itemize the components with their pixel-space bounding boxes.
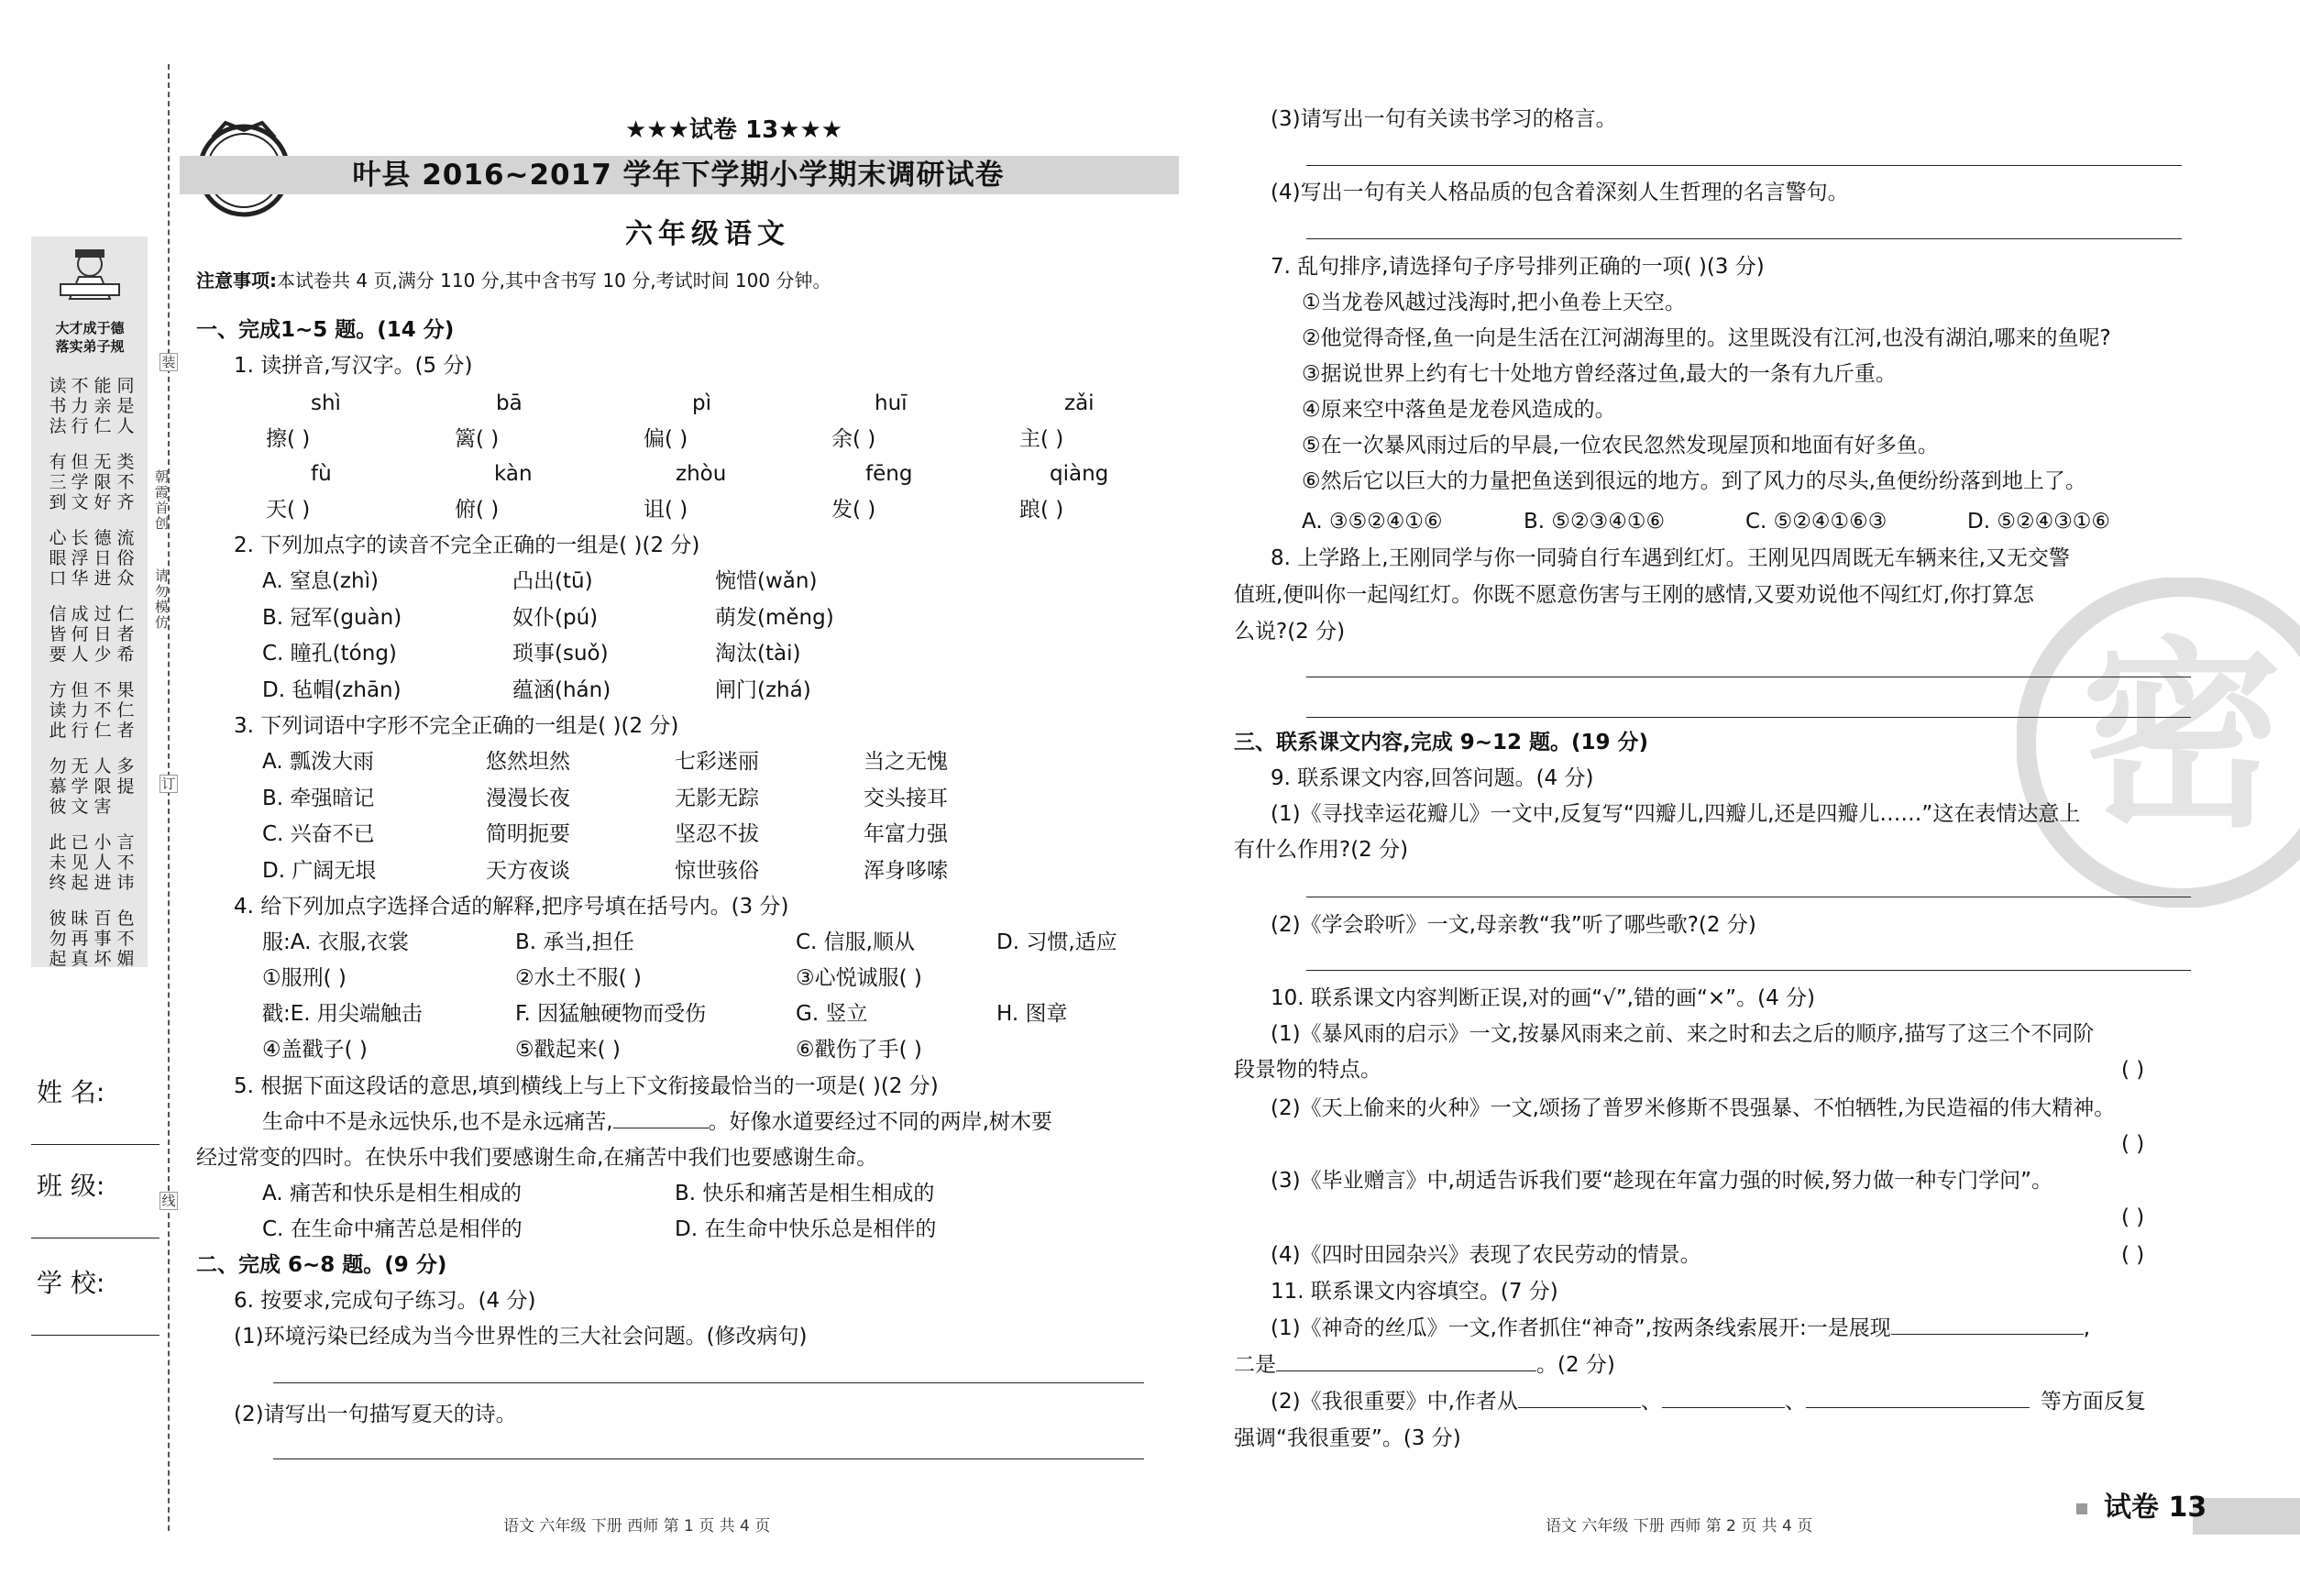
q3-option-item: 无影无踪: [675, 786, 759, 810]
proverb-char: 法: [49, 416, 67, 436]
binding-mark-2: 订: [160, 775, 178, 793]
q11-2-dunhao-1: 、: [1640, 1390, 1662, 1414]
proverb-char: 要: [49, 644, 67, 665]
q5-passage-a: 生命中不是永远快乐,也不是永远痛苦,: [262, 1110, 613, 1134]
proverb-column: [48, 452, 68, 512]
proverb-char: 无: [94, 452, 112, 472]
q1-pinyin-2: bā: [496, 391, 523, 415]
q5-option-a[interactable]: A. 痛苦和快乐是相生相成的: [262, 1182, 522, 1205]
proverb-char: 仁: [94, 721, 112, 741]
q11-2-line-1: [1271, 1386, 2146, 1417]
q1-pinyin-5: zǎi: [1064, 391, 1095, 415]
proverb-char: 书: [49, 396, 67, 416]
proverb-column: [48, 376, 68, 436]
proverb-char: 浮: [71, 548, 89, 568]
q2-option-item: 奴仆(pú): [512, 605, 599, 630]
proverb-column: [93, 680, 113, 741]
q11-2b: 等方面反复: [2040, 1390, 2146, 1414]
q7-sentence-5: ⑤在一次暴风雨过后的早晨,一位农民忽然发现屋顶和地面有好多鱼。: [1302, 434, 1939, 457]
proverb-column: [116, 376, 136, 436]
proverb-char: 害: [94, 797, 112, 817]
q9-1-line-2: 有什么作用?(2 分): [1234, 838, 1409, 862]
q10-4: (4)《四时田园杂兴》表现了农民劳动的情景。: [1271, 1243, 1701, 1267]
proverb-char: 到: [49, 492, 67, 512]
proverb-char: 齐: [116, 492, 135, 512]
q1-pinyin-9: fēng: [865, 462, 913, 486]
q1-pinyin-4: huī: [875, 391, 908, 415]
binding-mark-1: 装: [160, 353, 178, 371]
proverb-char: 多: [116, 756, 135, 776]
proverb-char: 者: [116, 721, 135, 741]
proverb-char: 限: [94, 776, 112, 797]
proverb-column: [93, 908, 113, 969]
proverb-char: 读: [49, 376, 67, 396]
q7-sentence-2: ②他觉得奇怪,鱼一向是生活在江河湖海里的。这里既没有江河,也没有湖泊,哪来的鱼呢?: [1302, 326, 2111, 350]
proverb-char: 无: [71, 756, 89, 776]
q10-2: (2)《天上偷来的火种》一文,颂扬了普罗米修斯不畏强暴、不怕牺牲,为民造福的伟大精神。: [1271, 1096, 2116, 1120]
q3-option-item: 坚忍不拔: [675, 822, 759, 846]
q1-blank-2[interactable]: 篱( ): [455, 427, 500, 451]
corner-bar: [2193, 1498, 2300, 1535]
q2-option-item[interactable]: C. 瞳孔(tóng): [262, 642, 397, 666]
q3-option-item[interactable]: B. 牵强暗记: [262, 786, 375, 810]
q7-option-b[interactable]: B. ⑤②③④①⑥: [1524, 510, 1666, 534]
subject-title: 六年级语文: [625, 218, 790, 250]
q8-answer-line-2[interactable]: [1306, 717, 2191, 718]
proverb-column: [48, 680, 68, 741]
q11-2-blank-3[interactable]: [1806, 1387, 2030, 1408]
q9-stem: 9. 联系课文内容,回答问题。(4 分): [1271, 766, 1594, 790]
q11-1-line-2: [1234, 1349, 1615, 1381]
q10-3-bracket[interactable]: ( ): [2121, 1205, 2145, 1229]
q2-stem: 2. 下列加点字的读音不完全正确的一组是( )(2 分): [234, 534, 700, 557]
proverb-char: 提: [116, 776, 135, 797]
q1-stem: 1. 读拼音,写汉字。(5 分): [234, 354, 473, 378]
proverb-char: 言: [116, 832, 135, 853]
q4-fu-items-item[interactable]: ②水土不服( ): [515, 966, 642, 990]
q5-passage-line-1: [262, 1106, 1052, 1138]
proverb-column: [48, 756, 68, 817]
proverb-column: [116, 908, 136, 969]
proverb-column: [93, 832, 113, 893]
proverb-char: 类: [116, 452, 135, 472]
q4-fu-options-item: B. 承当,担任: [515, 930, 634, 954]
proverb-char: 心: [49, 528, 67, 548]
q5-option-b[interactable]: B. 快乐和痛苦是相生相成的: [675, 1182, 935, 1205]
class-label: 班 级:: [37, 1171, 105, 1201]
q2-option-item: 蕴涵(hán): [512, 677, 611, 702]
q6-3: (3)请写出一句有关读书学习的格言。: [1271, 107, 1617, 131]
notice: [196, 265, 831, 296]
q3-option-item: 天方夜谈: [486, 858, 570, 883]
q3-option-item: 惊世骇俗: [675, 858, 759, 883]
proverb-char: 学: [71, 776, 89, 797]
school-field[interactable]: [31, 1335, 160, 1336]
q3-option-item: 浑身哆嗦: [864, 858, 948, 883]
q4-chuo-options-item: 戳:E. 用尖端触击: [262, 1002, 423, 1026]
q2-option-item: 淘汰(tài): [715, 642, 801, 666]
q11-2a: (2)《我很重要》中,作者从: [1271, 1390, 1518, 1414]
proverb-char: 亲: [94, 396, 112, 416]
q2-option-item[interactable]: B. 冠军(guàn): [262, 605, 402, 630]
proverb-char: 流: [116, 528, 135, 548]
proverb-column: [70, 604, 90, 665]
q11-1-comma: ,: [2083, 1316, 2091, 1340]
section-1-heading: 一、完成1~5 题。(14 分): [196, 318, 455, 342]
proverb-char: 仁: [94, 416, 112, 436]
q11-1-line-1: [1271, 1313, 2090, 1344]
q11-2-line-2: 强调“我很重要”。(3 分): [1234, 1426, 1461, 1450]
proverb-char: 能: [94, 376, 112, 396]
q9-1-line-1: (1)《寻找幸运花瓣儿》一文中,反复写“四瓣儿,四瓣儿,还是四瓣儿……”这在表情达意上: [1271, 802, 2081, 826]
notice-text: 本试卷共 4 页,满分 110 分,其中含书写 10 分,考试时间 100 分钟。: [277, 270, 831, 292]
q6-2: (2)请写出一句描写夏天的诗。: [234, 1403, 517, 1426]
proverb-char: 事: [94, 929, 112, 949]
q2-option-item: 琐事(suǒ): [512, 642, 609, 666]
q4-chuo-options-item: F. 因猛触硬物而受伤: [515, 1002, 707, 1026]
q7-sentence-4: ④原来空中落鱼是龙卷风造成的。: [1302, 398, 1616, 422]
q3-option-item: 悠然坦然: [486, 750, 570, 774]
proverb-char: 不: [116, 929, 135, 949]
proverb-column: [48, 604, 68, 665]
name-label: 姓 名:: [37, 1077, 105, 1107]
q6-3-answer-line[interactable]: [1306, 165, 2182, 166]
q8-line-1: 8. 上学路上,王刚同学与你一同骑自行车遇到红灯。王刚见四周既无车辆来往,又无交警: [1271, 546, 2070, 570]
q4-chuo-items-item[interactable]: ⑤戳起来( ): [515, 1038, 621, 1062]
proverb-char: 众: [116, 568, 135, 589]
proverb-column: [48, 832, 68, 893]
q1-pinyin-7: kàn: [494, 462, 533, 486]
proverb-char: 皆: [49, 624, 67, 644]
proverb-char: 不: [71, 376, 89, 396]
proverb-char: 少: [94, 644, 112, 665]
q8-line-2: 值班,便叫你一起闯红灯。你既不愿意伤害与王刚的感情,又要劝说他不闯红灯,你打算怎: [1234, 583, 2034, 607]
q3-option-item[interactable]: C. 兴奋不已: [262, 822, 375, 846]
proverb-char: 长: [71, 528, 89, 548]
q4-chuo-items-item[interactable]: ④盖戳子( ): [262, 1038, 368, 1062]
proverb-char: 再: [71, 929, 89, 949]
proverb-char: 成: [71, 604, 89, 624]
proverb-char: 坏: [94, 949, 112, 969]
proverb-column: [70, 832, 90, 893]
q10-1-line-2: 段景物的特点。: [1234, 1058, 1381, 1082]
q4-stem: 4. 给下列加点字选择合适的解释,把序号填在括号内。(3 分): [234, 895, 789, 919]
q1-pinyin-1: shì: [311, 391, 341, 415]
q11-2-dunhao-2: 、: [1784, 1390, 1806, 1414]
q1-blank-4[interactable]: 余( ): [831, 427, 876, 451]
proverb-char: 何: [71, 624, 89, 644]
q2-option-item: 闸门(zhá): [715, 677, 811, 702]
proverb-char: 读: [49, 700, 67, 721]
q1-blank-9[interactable]: 发( ): [831, 498, 876, 522]
q2-option-item: 凸出(tū): [512, 569, 593, 593]
q11-2-blank-2[interactable]: [1662, 1387, 1785, 1408]
proverb-char: 讳: [116, 873, 135, 893]
scholar-illustration: [57, 244, 123, 312]
proverb-column: [116, 680, 136, 741]
proverb-column: [70, 756, 90, 817]
proverb-char: 不: [116, 853, 135, 873]
proverb-char: 彼: [49, 908, 67, 929]
proverb-column: [93, 604, 113, 665]
proverb-char: 有: [49, 452, 67, 472]
notice-label: 注意事项:: [196, 270, 277, 292]
name-field[interactable]: [31, 1144, 160, 1145]
proverb-char: 眼: [49, 548, 67, 568]
proverb-char: 终: [49, 873, 67, 893]
proverb-char: 力: [71, 700, 89, 721]
proverb-char: 人: [116, 416, 135, 436]
q11-1-blank-1[interactable]: [1891, 1314, 2084, 1335]
q3-option-item: 漫漫长夜: [486, 786, 570, 810]
proverb-column: [70, 376, 90, 436]
section-2-heading: 二、完成 6~8 题。(9 分): [196, 1253, 447, 1277]
q1-blank-5[interactable]: 主( ): [1019, 427, 1064, 451]
q1-blank-10[interactable]: 踉( ): [1019, 498, 1064, 522]
proverb-char: 日: [94, 548, 112, 568]
q7-sentence-1: ①当龙卷风越过浅海时,把小鱼卷上天空。: [1302, 291, 1686, 314]
q11-2-blank-1[interactable]: [1518, 1387, 1641, 1408]
proverb-char: 进: [94, 568, 112, 589]
proverb-char: 百: [94, 908, 112, 929]
q3-option-item: 交头接耳: [864, 786, 948, 810]
proverb-char: 同: [116, 376, 135, 396]
q4-fu-options-item: D. 习惯,适应: [996, 930, 1117, 954]
proverb-column: [116, 756, 136, 797]
proverb-char: 小: [94, 832, 112, 853]
q4-chuo-options-item: G. 竖立: [796, 1002, 868, 1026]
q1-blank-6[interactable]: 天( ): [266, 498, 311, 522]
proverb-char: 勿: [49, 929, 67, 949]
q10-stem: 10. 联系课文内容判断正误,对的画“√”,错的画“×”。(4 分): [1271, 986, 1815, 1010]
proverb-char: 过: [94, 604, 112, 624]
q3-option-item: 当之无愧: [864, 750, 948, 774]
q1-blank-3[interactable]: 偏( ): [644, 427, 688, 451]
proverb-column: [116, 528, 136, 589]
proverb-char: 文: [71, 492, 89, 512]
proverb-column: [116, 452, 136, 512]
proverb-char: 见: [71, 853, 89, 873]
q4-fu-items-item[interactable]: ③心悦诚服( ): [796, 966, 922, 990]
q10-1-bracket[interactable]: ( ): [2121, 1058, 2145, 1082]
secret-seal-watermark: [2017, 578, 2300, 908]
proverb-char: 不: [116, 472, 135, 492]
seal-text: 密: [2080, 620, 2283, 854]
proverb-char: 口: [49, 568, 67, 589]
proverb-char: 此: [49, 832, 67, 853]
q10-4-bracket[interactable]: ( ): [2121, 1243, 2145, 1267]
q6-stem: 6. 按要求,完成句子练习。(4 分): [234, 1289, 536, 1313]
binding-mark-3: 线: [160, 1192, 178, 1210]
q7-option-a[interactable]: A. ③⑤②④①⑥: [1302, 510, 1443, 534]
section-3-heading: 三、联系课文内容,完成 9~12 题。(19 分): [1234, 731, 1649, 754]
q4-fu-options-item: C. 信服,顺从: [796, 930, 915, 954]
q4-fu-options-item: 服:A. 衣服,衣裳: [262, 930, 410, 954]
proverb-column: [93, 376, 113, 436]
q1-blank-7[interactable]: 俯( ): [455, 498, 500, 522]
q6-2-answer-line[interactable]: [273, 1458, 1144, 1459]
q2-option-item[interactable]: D. 毡帽(zhān): [262, 677, 402, 702]
proverb-char: 已: [71, 832, 89, 853]
binding-dashed-line: [168, 64, 170, 1531]
proverb-char: 不: [94, 700, 112, 721]
proverb-char: 希: [116, 644, 135, 665]
proverb-char: 仁: [116, 700, 135, 721]
q11-1b: 二是: [1234, 1353, 1276, 1377]
proverb-char: 行: [71, 416, 89, 436]
footer-page-1: 语文 六年级 下册 西师 第 1 页 共 4 页: [503, 1517, 771, 1535]
proverb-char: 学: [71, 472, 89, 492]
volume-label: ★★★试卷 13★★★: [625, 116, 843, 144]
q11-1c: 。(2 分): [1536, 1353, 1615, 1377]
proverb-char: 慕: [49, 776, 67, 797]
q3-option-item: 简明扼要: [486, 822, 570, 846]
exam-title: 叶县 2016~2017 学年下学期小学期末调研试卷: [352, 159, 1005, 192]
proverb-char: 真: [71, 949, 89, 969]
proverb-column: [48, 528, 68, 589]
proverb-char: 进: [94, 873, 112, 893]
proverb-char: 者: [116, 624, 135, 644]
proverb-char: 但: [71, 452, 89, 472]
proverb-char: 是: [116, 396, 135, 416]
q3-option-item: 七彩迷丽: [675, 750, 759, 774]
motto-line-2: 落实弟子规: [55, 338, 125, 355]
q4-fu-items-item[interactable]: ①服刑( ): [262, 966, 347, 990]
q5-option-c[interactable]: C. 在生命中痛苦总是相伴的: [262, 1217, 523, 1241]
proverb-char: 人: [94, 853, 112, 873]
q9-2-answer-line[interactable]: [1306, 970, 2191, 971]
proverb-char: 德: [94, 528, 112, 548]
proverb-char: 但: [71, 680, 89, 700]
proverb-char: 人: [71, 644, 89, 665]
sidebar-motto: [35, 319, 145, 356]
proverb-char: 文: [71, 797, 89, 817]
proverb-column: [48, 908, 68, 969]
proverb-char: 俗: [116, 548, 135, 568]
motto-line-1: 大才成于德: [55, 320, 125, 336]
q11-1a: (1)《神奇的丝瓜》一文,作者抓住“神奇”,按两条线索展开:一是展现: [1271, 1316, 1891, 1340]
proverb-char: 色: [116, 908, 135, 929]
proverb-column: [70, 680, 90, 741]
proverb-char: 彼: [49, 797, 67, 817]
proverb-char: 媚: [116, 949, 135, 969]
binding-note-2: 请勿模仿: [153, 568, 170, 631]
q6-4: (4)写出一句有关人格品质的包含着深刻人生哲理的名言警句。: [1271, 181, 1849, 204]
q11-1-blank-2[interactable]: [1276, 1350, 1536, 1371]
proverb-column: [93, 756, 113, 817]
proverb-char: 好: [94, 492, 112, 512]
q10-2-bracket[interactable]: ( ): [2121, 1132, 2145, 1156]
proverb-char: 不: [94, 680, 112, 700]
proverb-char: 此: [49, 721, 67, 741]
proverb-column: [93, 452, 113, 512]
proverb-char: 行: [71, 721, 89, 741]
q11-stem: 11. 联系课文内容填空。(7 分): [1271, 1280, 1558, 1304]
q6-1-answer-line[interactable]: [273, 1382, 1144, 1383]
q5-passage-line-2: 经过常变的四时。在快乐中我们要感谢生命,在痛苦中我们也要感谢生命。: [196, 1146, 878, 1170]
q7-option-c[interactable]: C. ⑤②④①⑥③: [1745, 510, 1887, 534]
q8-line-3: 么说?(2 分): [1234, 620, 1346, 644]
q7-stem: 7. 乱句排序,请选择句子序号排列正确的一项( )(3 分): [1271, 255, 1765, 279]
q1-pinyin-3: pì: [692, 391, 711, 415]
proverb-char: 未: [49, 853, 67, 873]
corner-square-icon: [2076, 1503, 2087, 1514]
school-label: 学 校:: [37, 1268, 105, 1298]
q2-option-item: 萌发(měng): [715, 605, 834, 630]
proverb-char: 昧: [71, 908, 89, 929]
proverb-char: 勿: [49, 756, 67, 776]
q3-option-item[interactable]: D. 广阔无垠: [262, 858, 377, 883]
proverb-char: 人: [94, 756, 112, 776]
proverb-column: [70, 908, 90, 969]
q2-option-item: 惋惜(wǎn): [715, 569, 818, 593]
q7-sentence-6: ⑥然后它以巨大的力量把鱼送到很远的地方。到了风力的尽头,鱼便纷纷落到地上了。: [1302, 469, 2086, 493]
q1-pinyin-8: zhòu: [676, 462, 727, 486]
proverb-column: [70, 528, 90, 589]
q10-3: (3)《毕业赠言》中,胡适告诉我们要“趁现在年富力强的时候,努力做一种专门学问”。: [1271, 1169, 2053, 1193]
q6-1: (1)环境污染已经成为当今世界性的三大社会问题。(修改病句): [234, 1325, 808, 1348]
proverb-column: [93, 528, 113, 589]
q6-4-answer-line[interactable]: [1306, 238, 2182, 239]
proverb-char: 华: [71, 568, 89, 589]
proverb-char: 方: [49, 680, 67, 700]
q7-sentence-3: ③据说世界上约有七十处地方曾经落过鱼,最大的一条有九斤重。: [1302, 362, 1897, 386]
proverb-char: 三: [49, 472, 67, 492]
q9-2: (2)《学会聆听》一文,母亲教“我”听了哪些歌?(2 分): [1271, 913, 1756, 937]
q1-blank-8[interactable]: 诅( ): [644, 498, 688, 522]
proverb-char: 仁: [116, 604, 135, 624]
proverb-char: 力: [71, 396, 89, 416]
q1-pinyin-10: qiàng: [1050, 462, 1109, 486]
q2-option-item[interactable]: A. 窒息(zhì): [262, 569, 379, 593]
q5-answer-blank[interactable]: [613, 1107, 709, 1128]
proverb-char: 果: [116, 680, 135, 700]
proverb-char: 起: [71, 873, 89, 893]
q3-option-item: 年富力强: [864, 822, 948, 846]
q1-pinyin-6: fù: [311, 462, 332, 486]
proverb-char: 限: [94, 472, 112, 492]
q5-option-d[interactable]: D. 在生命中快乐总是相伴的: [675, 1217, 937, 1241]
q5-stem: 5. 根据下面这段话的意思,填到横线上与上下文衔接最恰当的一项是( )(2 分): [234, 1074, 939, 1098]
proverb-char: 起: [49, 949, 67, 969]
q4-chuo-items-item[interactable]: ⑥戳伤了手( ): [796, 1038, 922, 1062]
proverb-char: 日: [94, 624, 112, 644]
proverb-char: 信: [49, 604, 67, 624]
q1-blank-1[interactable]: 擦( ): [266, 427, 311, 451]
proverb-column: [116, 604, 136, 665]
corner-volume-label: 试卷 13: [2104, 1491, 2207, 1524]
binding-note-1: 朝霞首创: [153, 469, 170, 532]
q10-1-line-1: (1)《暴风雨的启示》一文,按暴风雨来之前、来之时和去之后的顺序,描写了这三个不同阶: [1271, 1022, 2095, 1046]
proverb-column: [116, 832, 136, 893]
q5-passage-b: 。好像水道要经过不同的两岸,树木要: [708, 1110, 1052, 1134]
q4-chuo-options-item: H. 图章: [996, 1002, 1068, 1026]
footer-page-2: 语文 六年级 下册 西师 第 2 页 共 4 页: [1546, 1517, 1813, 1535]
proverb-column: [70, 452, 90, 512]
q7-option-d[interactable]: D. ⑤②④③①⑥: [1967, 510, 2111, 534]
q3-stem: 3. 下列词语中字形不完全正确的一组是( )(2 分): [234, 714, 679, 738]
q3-option-item[interactable]: A. 瓢泼大雨: [262, 750, 374, 774]
